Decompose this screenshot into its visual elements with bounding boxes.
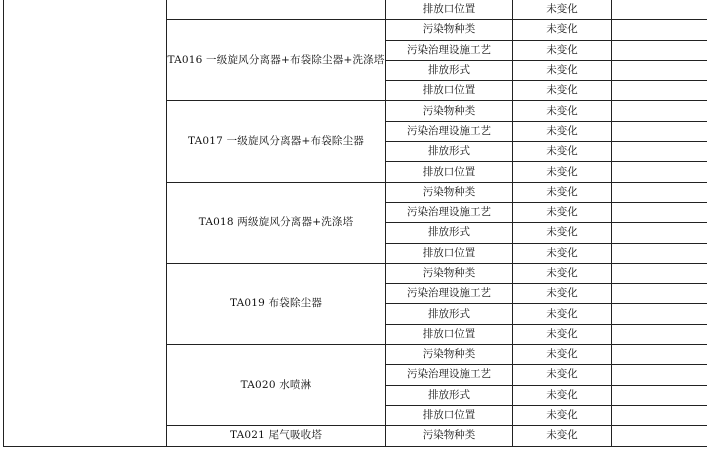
facility-cell: TA018 两级旋风分离器+洗涤塔 <box>167 182 386 263</box>
item-cell: 排放口位置 <box>386 324 513 344</box>
note-cell <box>612 101 707 121</box>
item-cell: 排放形式 <box>386 304 513 324</box>
status-cell: 未变化 <box>513 101 612 121</box>
note-cell <box>612 0 707 20</box>
status-cell: 未变化 <box>513 81 612 101</box>
status-cell: 未变化 <box>513 60 612 80</box>
status-cell: 未变化 <box>513 426 612 446</box>
note-cell <box>612 60 707 80</box>
item-cell: 污染治理设施工艺 <box>386 202 513 222</box>
facility-cell: TA020 水喷淋 <box>167 345 386 426</box>
note-cell <box>612 385 707 405</box>
item-cell: 排放口位置 <box>386 405 513 425</box>
note-cell <box>612 324 707 344</box>
note-cell <box>612 365 707 385</box>
status-cell: 未变化 <box>513 304 612 324</box>
item-cell: 排放形式 <box>386 142 513 162</box>
status-cell: 未变化 <box>513 223 612 243</box>
note-cell <box>612 162 707 182</box>
status-cell: 未变化 <box>513 345 612 365</box>
note-cell <box>612 81 707 101</box>
status-cell: 未变化 <box>513 365 612 385</box>
status-cell: 未变化 <box>513 284 612 304</box>
note-cell <box>612 20 707 40</box>
facility-cell <box>167 0 386 20</box>
note-cell <box>612 426 707 446</box>
item-cell: 污染治理设施工艺 <box>386 40 513 60</box>
status-cell: 未变化 <box>513 0 612 20</box>
note-cell <box>612 304 707 324</box>
item-cell: 污染治理设施工艺 <box>386 121 513 141</box>
note-cell <box>612 263 707 283</box>
note-cell <box>612 142 707 162</box>
status-cell: 未变化 <box>513 40 612 60</box>
item-cell: 排放形式 <box>386 60 513 80</box>
note-cell <box>612 284 707 304</box>
item-cell: 污染物种类 <box>386 20 513 40</box>
status-cell: 未变化 <box>513 121 612 141</box>
item-cell: 排放口位置 <box>386 162 513 182</box>
note-cell <box>612 223 707 243</box>
table-row <box>4 0 707 20</box>
item-cell: 污染物种类 <box>386 101 513 121</box>
status-cell: 未变化 <box>513 385 612 405</box>
item-cell: 污染物种类 <box>386 345 513 365</box>
note-cell <box>612 345 707 365</box>
note-cell <box>612 121 707 141</box>
note-cell <box>612 243 707 263</box>
item-cell: 污染治理设施工艺 <box>386 365 513 385</box>
item-cell: 排放形式 <box>386 223 513 243</box>
facility-cell: TA019 布袋除尘器 <box>167 263 386 344</box>
status-cell: 未变化 <box>513 142 612 162</box>
facility-cell: TA017 一级旋风分离器+布袋除尘器 <box>167 101 386 182</box>
item-cell: 排放口位置 <box>386 243 513 263</box>
item-cell: 排放口位置 <box>386 0 513 20</box>
item-cell: 污染治理设施工艺 <box>386 284 513 304</box>
facility-cell: TA021 尾气吸收塔 <box>167 426 386 446</box>
status-cell: 未变化 <box>513 182 612 202</box>
status-cell: 未变化 <box>513 20 612 40</box>
note-cell <box>612 405 707 425</box>
status-cell: 未变化 <box>513 202 612 222</box>
status-cell: 未变化 <box>513 162 612 182</box>
item-cell: 污染物种类 <box>386 263 513 283</box>
item-cell: 排放口位置 <box>386 81 513 101</box>
note-cell <box>612 202 707 222</box>
note-cell <box>612 40 707 60</box>
facility-change-table <box>3 0 707 447</box>
facility-cell: TA016 一级旋风分离器+布袋除尘器+洗涤塔 <box>167 20 386 101</box>
note-cell <box>612 182 707 202</box>
status-cell: 未变化 <box>513 405 612 425</box>
item-cell: 污染物种类 <box>386 182 513 202</box>
item-cell: 污染物种类 <box>386 426 513 446</box>
item-cell: 排放形式 <box>386 385 513 405</box>
table-body <box>4 0 707 446</box>
status-cell: 未变化 <box>513 324 612 344</box>
status-cell: 未变化 <box>513 243 612 263</box>
category-cell <box>4 0 167 446</box>
status-cell: 未变化 <box>513 263 612 283</box>
